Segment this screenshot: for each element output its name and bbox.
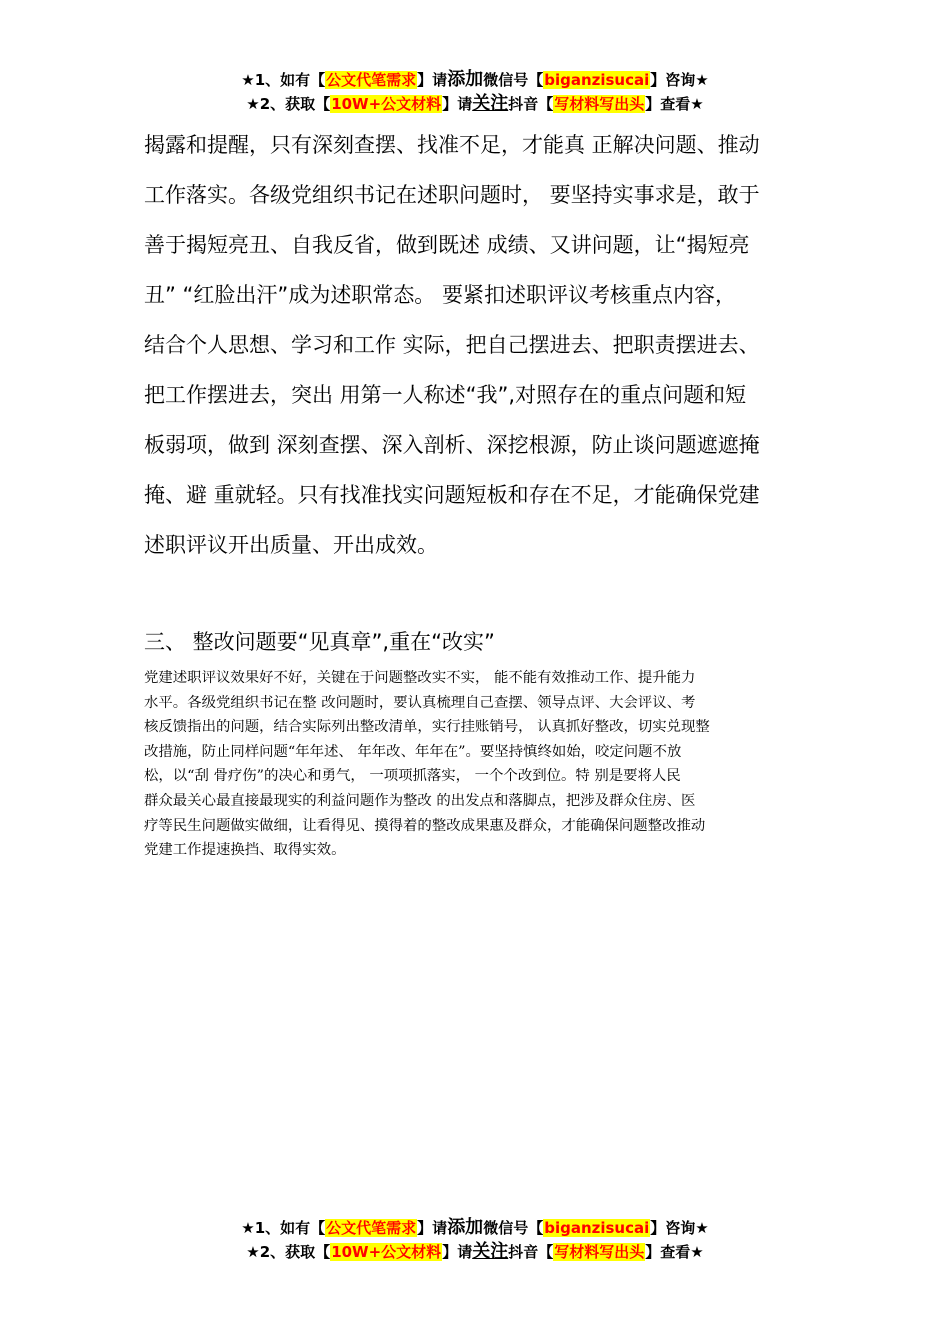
body-paragraph — [144, 120, 812, 570]
banner-text: 微信号【 — [483, 1219, 544, 1237]
paragraph-line: 党建工作提速换挡、取得实效。 — [144, 842, 346, 859]
banner-text: 】请 — [417, 1219, 448, 1237]
paragraph-line: 核反馈指出的问题，结合实际列出整改清单，实行挂账销号， 认真抓好整改，切实兑现整 — [144, 719, 710, 736]
emphasis-follow: 关注 — [472, 93, 509, 114]
paragraph-line: 疗等民生问题做实做细，让看得见、摸得着的整改成果惠及群众，才能确保问题整改推动 — [144, 817, 706, 834]
highlight-service: 公文代笔需求 — [326, 1219, 417, 1237]
section-heading: 三、 整改问题要“见真章”,重在“改实” — [144, 630, 495, 654]
banner-text: 抖音【 — [508, 95, 554, 113]
body-line: 善于揭短亮丑、自我反省，做到既述 成绩、又讲问题，让“揭短亮 — [144, 233, 750, 257]
highlight-douyin-account: 写材料写出头 — [554, 1243, 645, 1261]
body-line: 工作落实。各级党组织书记在述职问题时， 要坚持实事求是，敢于 — [144, 183, 760, 207]
paragraph-line: 水平。各级党组织书记在整 改问题时，要认真梳理自己查摆、领导点评、大会评议、考 — [144, 694, 696, 711]
paragraph-line: 改措施，防止同样问题“年年述、 年年改、年年在”。要坚持慎终如始，咬定问题不放 — [144, 743, 682, 760]
banner-line-2 — [0, 92, 950, 116]
banner-line-1 — [0, 1216, 950, 1240]
body-line: 揭露和提醒，只有深刻查摆、找准不足，才能真 正解决问题、推动 — [144, 133, 760, 157]
body-line: 掩、避 重就轻。只有找准找实问题短板和存在不足，才能确保党建 — [144, 483, 760, 507]
footer-banner — [0, 1216, 950, 1264]
banner-text: ★1、如有【 — [241, 1219, 326, 1237]
section-paragraph — [144, 666, 812, 863]
body-line: 述职评议开出质量、开出成效。 — [144, 533, 438, 557]
banner-text: 】请 — [417, 71, 448, 89]
banner-text: 抖音【 — [508, 1243, 554, 1261]
emphasis-add: 添加 — [447, 69, 484, 90]
emphasis-add: 添加 — [447, 1217, 484, 1238]
banner-text: 】咨询★ — [650, 1219, 709, 1237]
banner-text: ★2、获取【 — [246, 95, 331, 113]
header-banner — [0, 68, 950, 116]
paragraph-line: 党建述职评议效果好不好，关键在于问题整改实不实， 能不能有效推动工作、提升能力 — [144, 670, 696, 686]
emphasis-follow: 关注 — [472, 1241, 509, 1262]
highlight-materials: 10W+公文材料 — [331, 95, 442, 113]
banner-text: 】请 — [442, 1243, 473, 1261]
banner-text: ★2、获取【 — [246, 1243, 331, 1261]
highlight-douyin-account: 写材料写出头 — [554, 95, 645, 113]
body-line: 丑” “红脸出汗”成为述职常态。 要紧扣述职评议考核重点内容， — [144, 283, 736, 307]
banner-text: ★1、如有【 — [241, 71, 326, 89]
banner-text: 】查看★ — [645, 1243, 704, 1261]
body-line: 结合个人思想、学习和工作 实际，把自己摆进去、把职责摆进去、 — [144, 333, 760, 357]
body-line: 把工作摆进去，突出 用第一人称述“我”,对照存在的重点问题和短 — [144, 383, 747, 407]
banner-text: 】请 — [442, 95, 473, 113]
banner-text: 】查看★ — [645, 95, 704, 113]
banner-line-1 — [0, 68, 950, 92]
banner-line-2 — [0, 1240, 950, 1264]
body-line: 板弱项，做到 深刻查摆、深入剖析、深挖根源，防止谈问题遮遮掩 — [144, 433, 760, 457]
highlight-materials: 10W+公文材料 — [331, 1243, 442, 1261]
highlight-wechat-id: biganzisucai — [544, 1219, 650, 1237]
banner-text: 】咨询★ — [650, 71, 709, 89]
highlight-wechat-id: biganzisucai — [544, 71, 650, 89]
highlight-service: 公文代笔需求 — [326, 71, 417, 89]
banner-text: 微信号【 — [483, 71, 544, 89]
paragraph-line: 群众最关心最直接最现实的利益问题作为整改 的出发点和落脚点，把涉及群众住房、医 — [144, 792, 696, 809]
paragraph-line: 松，以“刮 骨疗伤”的决心和勇气， 一项项抓落实， 一个个改到位。特 别是要将人民 — [144, 768, 681, 785]
